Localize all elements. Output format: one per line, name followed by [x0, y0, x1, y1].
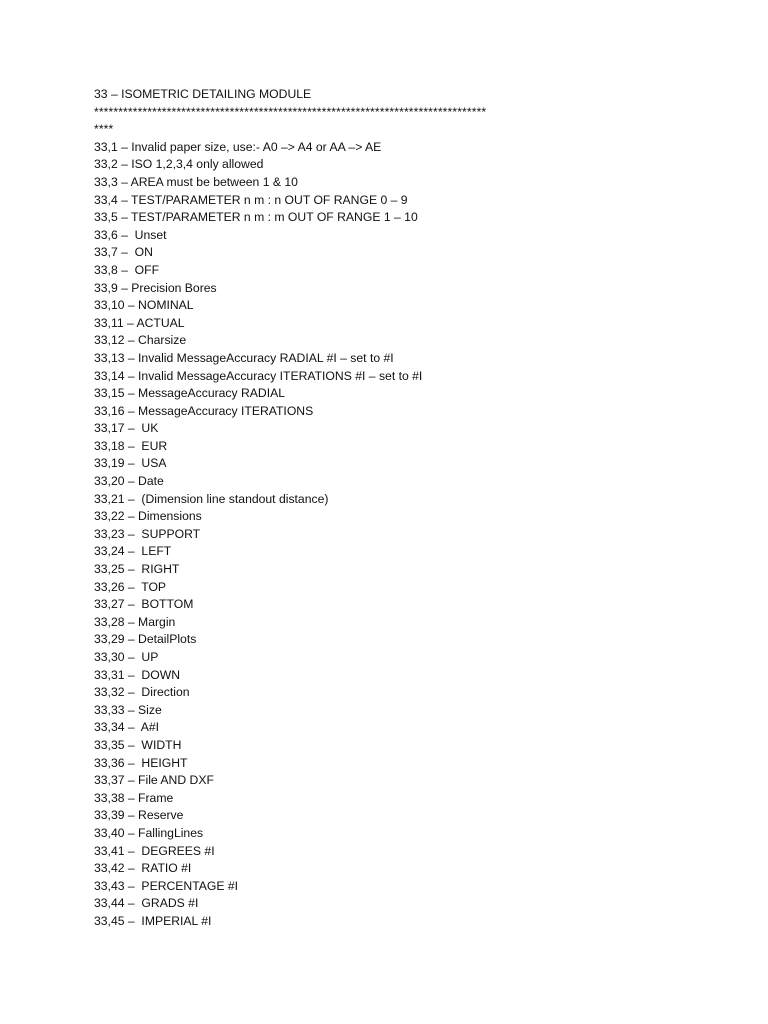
message-entry: 33,28 – Margin [94, 614, 176, 629]
message-entry: 33,16 – MessageAccuracy ITERATIONS [94, 403, 314, 418]
message-entry: 33,15 – MessageAccuracy RADIAL [94, 386, 286, 401]
message-entry: 33,6 – Unset [94, 227, 167, 242]
message-entry: 33,36 – HEIGHT [94, 755, 188, 770]
message-entry: 33,43 – PERCENTAGE #I [94, 878, 239, 893]
message-entry: 33,11 – ACTUAL [94, 315, 185, 330]
message-entry: 33,24 – LEFT [94, 544, 172, 559]
message-entry: 33,25 – RIGHT [94, 562, 180, 577]
message-entry: 33,23 – SUPPORT [94, 526, 201, 541]
message-entry: 33,29 – DetailPlots [94, 632, 197, 647]
message-entry: 33,3 – AREA must be between 1 & 10 [94, 174, 298, 189]
message-entry: 33,38 – Frame [94, 790, 174, 805]
message-entry: 33,18 – EUR [94, 438, 168, 453]
document-title: 33 – ISOMETRIC DETAILING MODULE [94, 87, 312, 101]
message-entry: 33,44 – GRADS #I [94, 896, 199, 911]
message-entry: 33,31 – DOWN [94, 667, 181, 682]
message-entry: 33,4 – TEST/PARAMETER n m : n OUT OF RANGE 0 – 9 [94, 192, 408, 207]
message-entry: 33,37 – File AND DXF [94, 773, 214, 788]
message-entry: 33,33 – Size [94, 702, 162, 717]
message-entry: 33,30 – UP [94, 650, 159, 664]
message-entry: 33,17 – UK [94, 421, 159, 436]
message-entry: 33,34 – A#I [94, 720, 160, 735]
message-entry: 33,27 – BOTTOM [94, 597, 194, 612]
message-entry: 33,40 – FallingLines [94, 825, 204, 840]
message-entry: 33,21 – (Dimension line standout distance) [94, 491, 329, 506]
message-entry: 33,8 – OFF [94, 262, 160, 277]
message-entry: 33,35 – WIDTH [94, 737, 182, 752]
message-entry: 33,22 – Dimensions [94, 509, 202, 524]
message-entry: 33,41 – DEGREES #I [94, 843, 215, 858]
message-entry: 33,12 – Charsize [94, 333, 187, 348]
document-body [94, 86, 714, 931]
message-entry: 33,42 – RATIO #I [94, 861, 192, 876]
message-entry: 33,14 – Invalid MessageAccuracy ITERATIONS #I – set to #I [94, 368, 423, 383]
message-entry: 33,10 – NOMINAL [94, 298, 194, 313]
message-entry: 33,2 – ISO 1,2,3,4 only allowed [94, 157, 264, 172]
message-entry: 33,9 – Precision Bores [94, 280, 217, 295]
message-entry: 33,19 – USA [94, 456, 167, 471]
message-entry: 33,26 – TOP [94, 579, 167, 594]
message-entry: 33,7 – ON [94, 245, 153, 260]
message-entry: 33,1 – Invalid paper size, use:- A0 –> A4 or AA –> AE [94, 139, 382, 154]
message-list [94, 139, 714, 931]
message-entry: 33,39 – Reserve [94, 808, 184, 823]
message-entry: 33,32 – Direction [94, 685, 190, 700]
message-entry: 33,13 – Invalid MessageAccuracy RADIAL #I – set to #I [94, 350, 394, 365]
message-entry: 33,20 – Date [94, 474, 164, 489]
separator-line: ********************************************************************************* [94, 104, 487, 119]
message-entry: 33,45 – IMPERIAL #I [94, 913, 212, 928]
message-entry: 33,5 – TEST/PARAMETER n m : m OUT OF RANGE 1 – 10 [94, 210, 418, 225]
separator-line-continuation: **** [94, 122, 114, 137]
